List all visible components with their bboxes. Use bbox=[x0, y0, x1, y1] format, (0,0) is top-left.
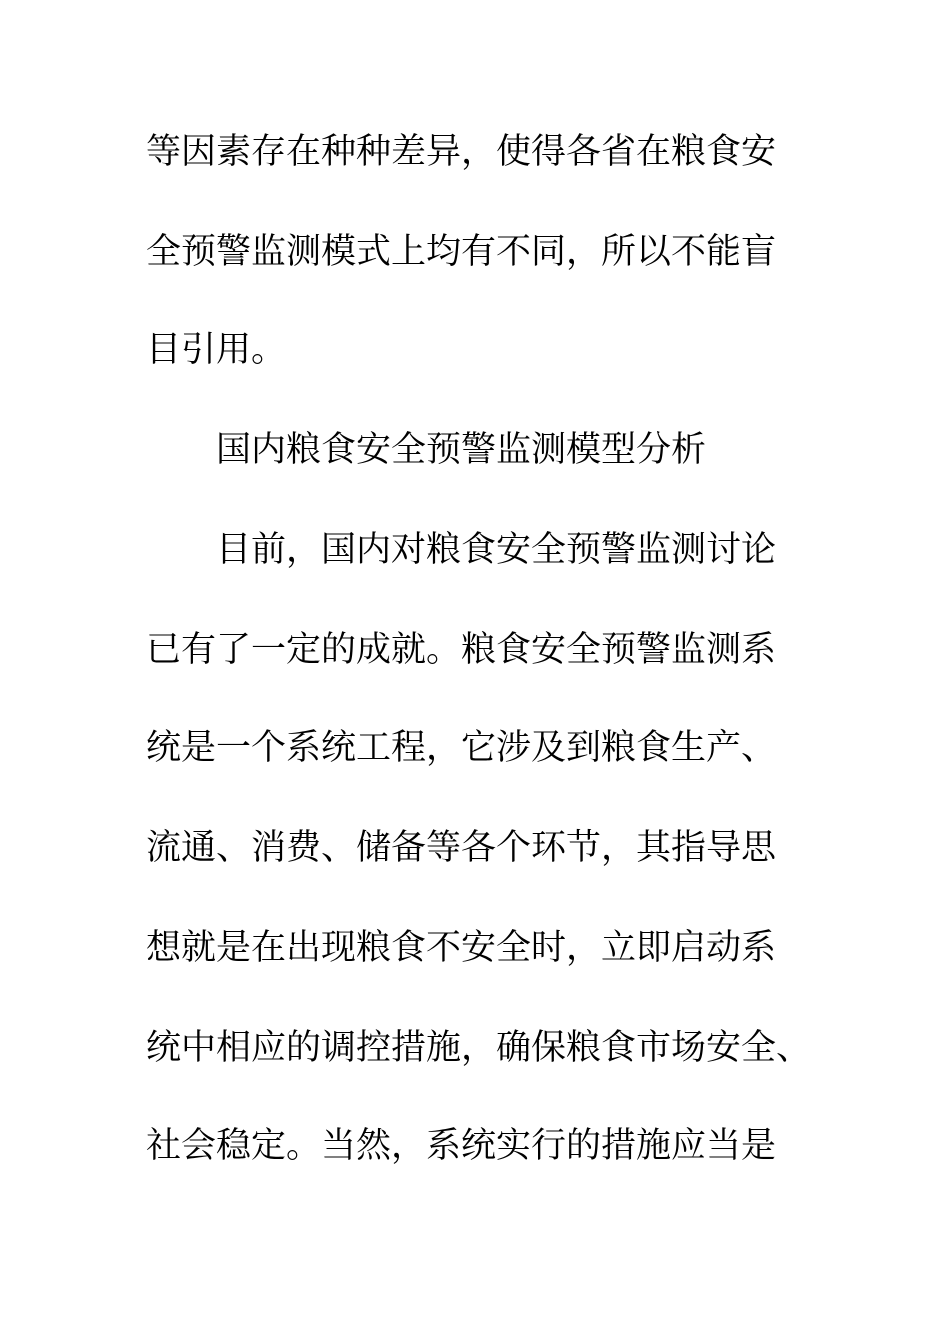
paragraph-line: 统中相应的调控措施，确保粮食市场安全、 bbox=[146, 1028, 812, 1068]
paragraph-line: 流通、消费、储备等各个环节，其指导思 bbox=[146, 828, 777, 868]
paragraph-line: 已有了一定的成就。粮食安全预警监测系 bbox=[146, 630, 777, 670]
paragraph-line: 想就是在出现粮食不安全时，立即启动系 bbox=[146, 928, 777, 968]
paragraph-line: 等因素存在种种差异，使得各省在粮食安 bbox=[146, 132, 777, 172]
paragraph-line: 目引用。 bbox=[146, 330, 287, 370]
paragraph-line: 统是一个系统工程，它涉及到粮食生产、 bbox=[146, 728, 777, 768]
paragraph-line: 目前，国内对粮食安全预警监测讨论 bbox=[216, 530, 777, 570]
paragraph-line: 全预警监测模式上均有不同，所以不能盲 bbox=[146, 232, 777, 272]
section-heading: 国内粮食安全预警监测模型分析 bbox=[216, 430, 707, 470]
paragraph-line: 社会稳定。当然，系统实行的措施应当是 bbox=[146, 1126, 777, 1166]
